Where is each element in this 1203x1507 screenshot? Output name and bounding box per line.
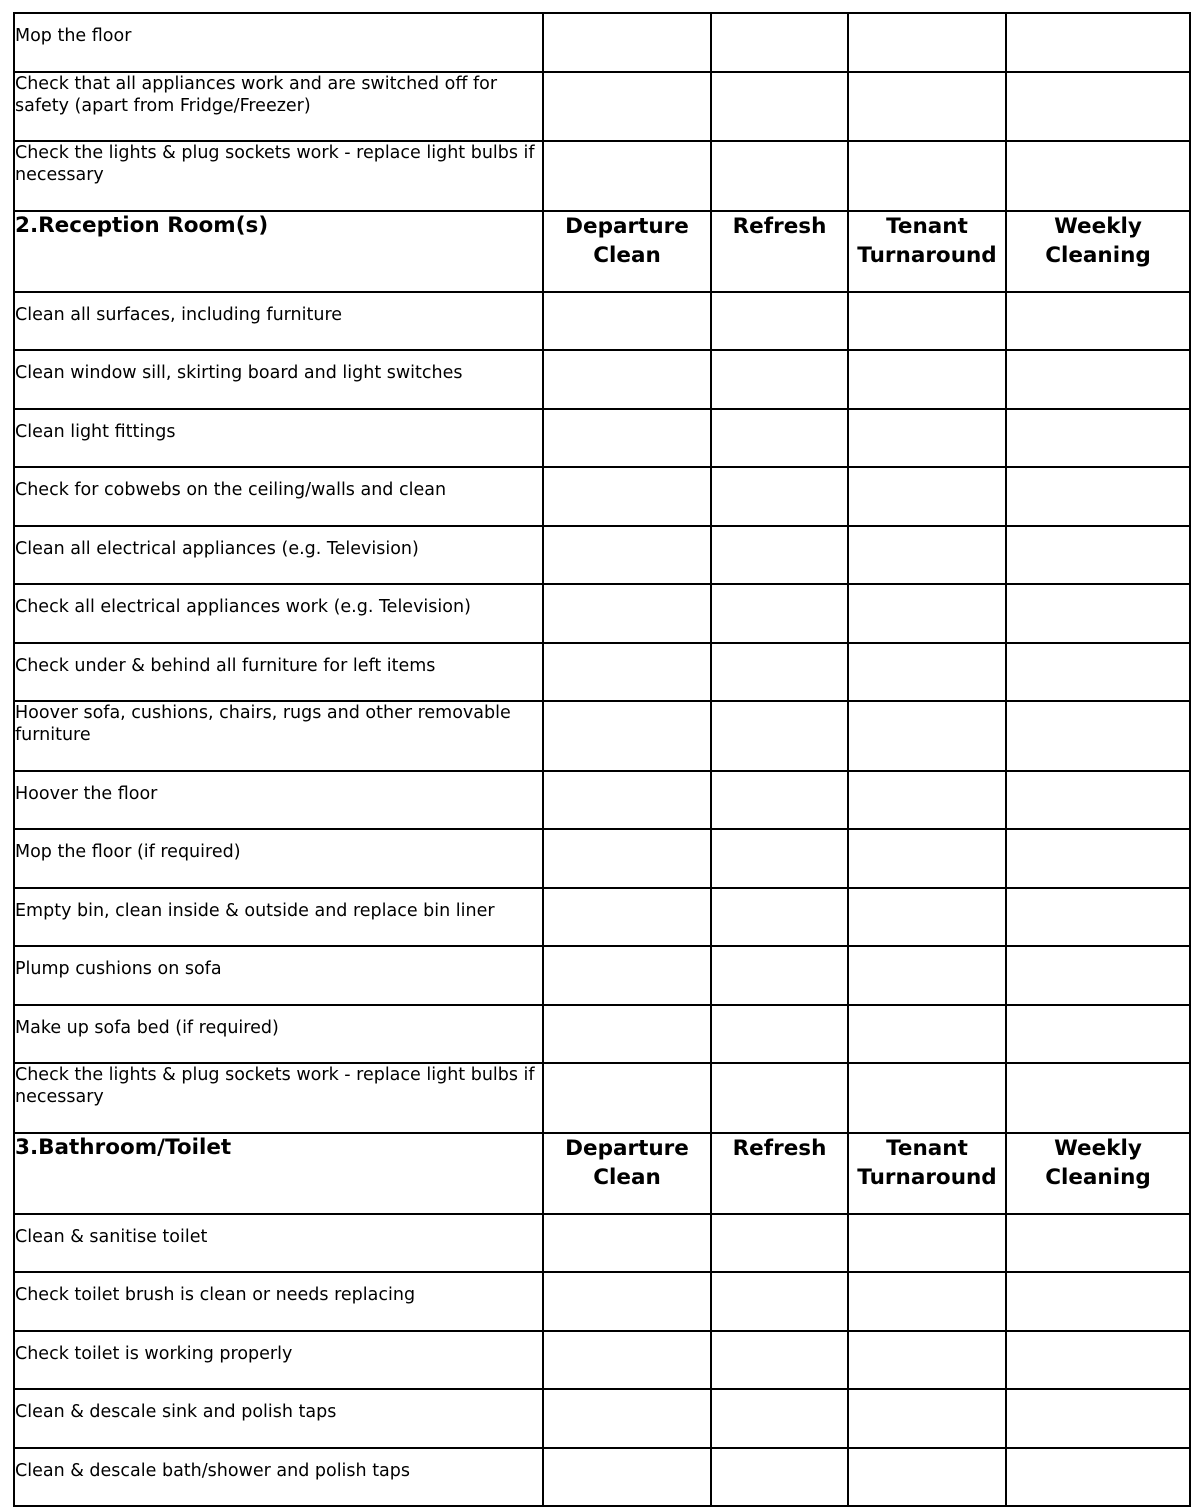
task-label: Check under & behind all furniture for left items [14,643,543,702]
refresh-cell[interactable] [711,1214,848,1273]
departure-clean-cell[interactable] [543,1331,711,1390]
departure-clean-cell[interactable] [543,13,711,72]
refresh-cell[interactable] [711,584,848,643]
column-header-tenant-turnaround: Tenant Turnaround [848,1133,1006,1214]
refresh-cell[interactable] [711,409,848,468]
table-row [14,946,1190,1005]
table-row [14,643,1190,702]
refresh-cell[interactable] [711,141,848,211]
refresh-cell[interactable] [711,888,848,947]
refresh-cell[interactable] [711,72,848,142]
departure-clean-cell[interactable] [543,350,711,409]
weekly-cleaning-cell[interactable] [1006,584,1190,643]
table-row [14,1448,1190,1507]
departure-clean-cell[interactable] [543,1063,711,1133]
task-label: Mop the floor [14,13,543,72]
table-row [14,292,1190,351]
task-label: Clean all electrical appliances (e.g. Television) [14,526,543,585]
task-label: Clean all surfaces, including furniture [14,292,543,351]
task-label: Clean window sill, skirting board and light switches [14,350,543,409]
column-header-departure-clean: Departure Clean [543,1133,711,1214]
refresh-cell[interactable] [711,701,848,771]
weekly-cleaning-cell[interactable] [1006,72,1190,142]
departure-clean-cell[interactable] [543,292,711,351]
tenant-turnaround-cell[interactable] [848,829,1006,888]
table-row [14,141,1190,211]
table-row [14,1389,1190,1448]
tenant-turnaround-cell[interactable] [848,701,1006,771]
weekly-cleaning-cell[interactable] [1006,1448,1190,1507]
refresh-cell[interactable] [711,1005,848,1064]
departure-clean-cell[interactable] [543,467,711,526]
task-label: Plump cushions on sofa [14,946,543,1005]
departure-clean-cell[interactable] [543,584,711,643]
tenant-turnaround-cell[interactable] [848,946,1006,1005]
tenant-turnaround-cell[interactable] [848,467,1006,526]
departure-clean-cell[interactable] [543,526,711,585]
table-row [14,584,1190,643]
task-label: Mop the floor (if required) [14,829,543,888]
task-label: Check toilet is working properly [14,1331,543,1390]
weekly-cleaning-cell[interactable] [1006,526,1190,585]
column-header-tenant-turnaround: Tenant Turnaround [848,211,1006,292]
departure-clean-cell[interactable] [543,829,711,888]
refresh-cell[interactable] [711,946,848,1005]
weekly-cleaning-cell[interactable] [1006,829,1190,888]
departure-clean-cell[interactable] [543,643,711,702]
weekly-cleaning-cell[interactable] [1006,409,1190,468]
section-header-row [14,1133,1190,1214]
tenant-turnaround-cell[interactable] [848,1448,1006,1507]
refresh-cell[interactable] [711,1389,848,1448]
refresh-cell[interactable] [711,467,848,526]
table-row [14,888,1190,947]
task-label: Empty bin, clean inside & outside and replace bin liner [14,888,543,947]
tenant-turnaround-cell[interactable] [848,526,1006,585]
task-label: Check all electrical appliances work (e.g. Television) [14,584,543,643]
departure-clean-cell[interactable] [543,1389,711,1448]
weekly-cleaning-cell[interactable] [1006,1005,1190,1064]
table-row [14,350,1190,409]
section-title: 3.Bathroom/Toilet [14,1133,543,1214]
tenant-turnaround-cell[interactable] [848,1214,1006,1273]
tenant-turnaround-cell[interactable] [848,888,1006,947]
refresh-cell[interactable] [711,13,848,72]
weekly-cleaning-cell[interactable] [1006,1389,1190,1448]
column-header-weekly-cleaning: Weekly Cleaning [1006,211,1190,292]
task-label: Clean & descale sink and polish taps [14,1389,543,1448]
departure-clean-cell[interactable] [543,141,711,211]
refresh-cell[interactable] [711,1331,848,1390]
table-row [14,1005,1190,1064]
column-header-departure-clean: Departure Clean [543,211,711,292]
departure-clean-cell[interactable] [543,1214,711,1273]
weekly-cleaning-cell[interactable] [1006,292,1190,351]
tenant-turnaround-cell[interactable] [848,1331,1006,1390]
table-row [14,1063,1190,1133]
task-label: Make up sofa bed (if required) [14,1005,543,1064]
column-header-weekly-cleaning: Weekly Cleaning [1006,1133,1190,1214]
weekly-cleaning-cell[interactable] [1006,946,1190,1005]
task-label: Hoover the floor [14,771,543,830]
refresh-cell[interactable] [711,1448,848,1507]
task-label: Check for cobwebs on the ceiling/walls and clean [14,467,543,526]
weekly-cleaning-cell[interactable] [1006,643,1190,702]
weekly-cleaning-cell[interactable] [1006,141,1190,211]
table-row [14,467,1190,526]
table-row [14,409,1190,468]
refresh-cell[interactable] [711,771,848,830]
tenant-turnaround-cell[interactable] [848,643,1006,702]
task-label: Hoover sofa, cushions, chairs, rugs and other removable furniture [14,701,543,771]
table-row [14,1214,1190,1273]
tenant-turnaround-cell[interactable] [848,350,1006,409]
departure-clean-cell[interactable] [543,72,711,142]
departure-clean-cell[interactable] [543,1005,711,1064]
weekly-cleaning-cell[interactable] [1006,701,1190,771]
weekly-cleaning-cell[interactable] [1006,1331,1190,1390]
tenant-turnaround-cell[interactable] [848,72,1006,142]
weekly-cleaning-cell[interactable] [1006,467,1190,526]
departure-clean-cell[interactable] [543,409,711,468]
tenant-turnaround-cell[interactable] [848,1063,1006,1133]
task-label: Clean & sanitise toilet [14,1214,543,1273]
tenant-turnaround-cell[interactable] [848,13,1006,72]
refresh-cell[interactable] [711,643,848,702]
tenant-turnaround-cell[interactable] [848,584,1006,643]
table-row [14,1331,1190,1390]
task-label: Check the lights & plug sockets work - replace light bulbs if necessary [14,141,543,211]
refresh-cell[interactable] [711,292,848,351]
table-row [14,829,1190,888]
column-header-refresh: Refresh [711,211,848,292]
table-row [14,13,1190,72]
departure-clean-cell[interactable] [543,771,711,830]
refresh-cell[interactable] [711,526,848,585]
table-row [14,526,1190,585]
task-label: Check toilet brush is clean or needs replacing [14,1272,543,1331]
departure-clean-cell[interactable] [543,946,711,1005]
refresh-cell[interactable] [711,829,848,888]
weekly-cleaning-cell[interactable] [1006,1063,1190,1133]
table-row [14,72,1190,142]
task-label: Check the lights & plug sockets work - replace light bulbs if necessary [14,1063,543,1133]
tenant-turnaround-cell[interactable] [848,1005,1006,1064]
task-label: Clean light fittings [14,409,543,468]
departure-clean-cell[interactable] [543,888,711,947]
section-title: 2.Reception Room(s) [14,211,543,292]
tenant-turnaround-cell[interactable] [848,771,1006,830]
departure-clean-cell[interactable] [543,701,711,771]
task-label: Clean & descale bath/shower and polish taps [14,1448,543,1507]
weekly-cleaning-cell[interactable] [1006,1214,1190,1273]
tenant-turnaround-cell[interactable] [848,1389,1006,1448]
tenant-turnaround-cell[interactable] [848,292,1006,351]
weekly-cleaning-cell[interactable] [1006,771,1190,830]
tenant-turnaround-cell[interactable] [848,141,1006,211]
tenant-turnaround-cell[interactable] [848,409,1006,468]
refresh-cell[interactable] [711,350,848,409]
departure-clean-cell[interactable] [543,1448,711,1507]
weekly-cleaning-cell[interactable] [1006,13,1190,72]
refresh-cell[interactable] [711,1063,848,1133]
task-label: Check that all appliances work and are switched off for safety (apart from Fridge/Freezer) [14,72,543,142]
cleaning-checklist-table [13,12,1191,1507]
section-header-row [14,211,1190,292]
table-row [14,701,1190,771]
weekly-cleaning-cell[interactable] [1006,888,1190,947]
column-header-refresh: Refresh [711,1133,848,1214]
table-row [14,771,1190,830]
weekly-cleaning-cell[interactable] [1006,350,1190,409]
